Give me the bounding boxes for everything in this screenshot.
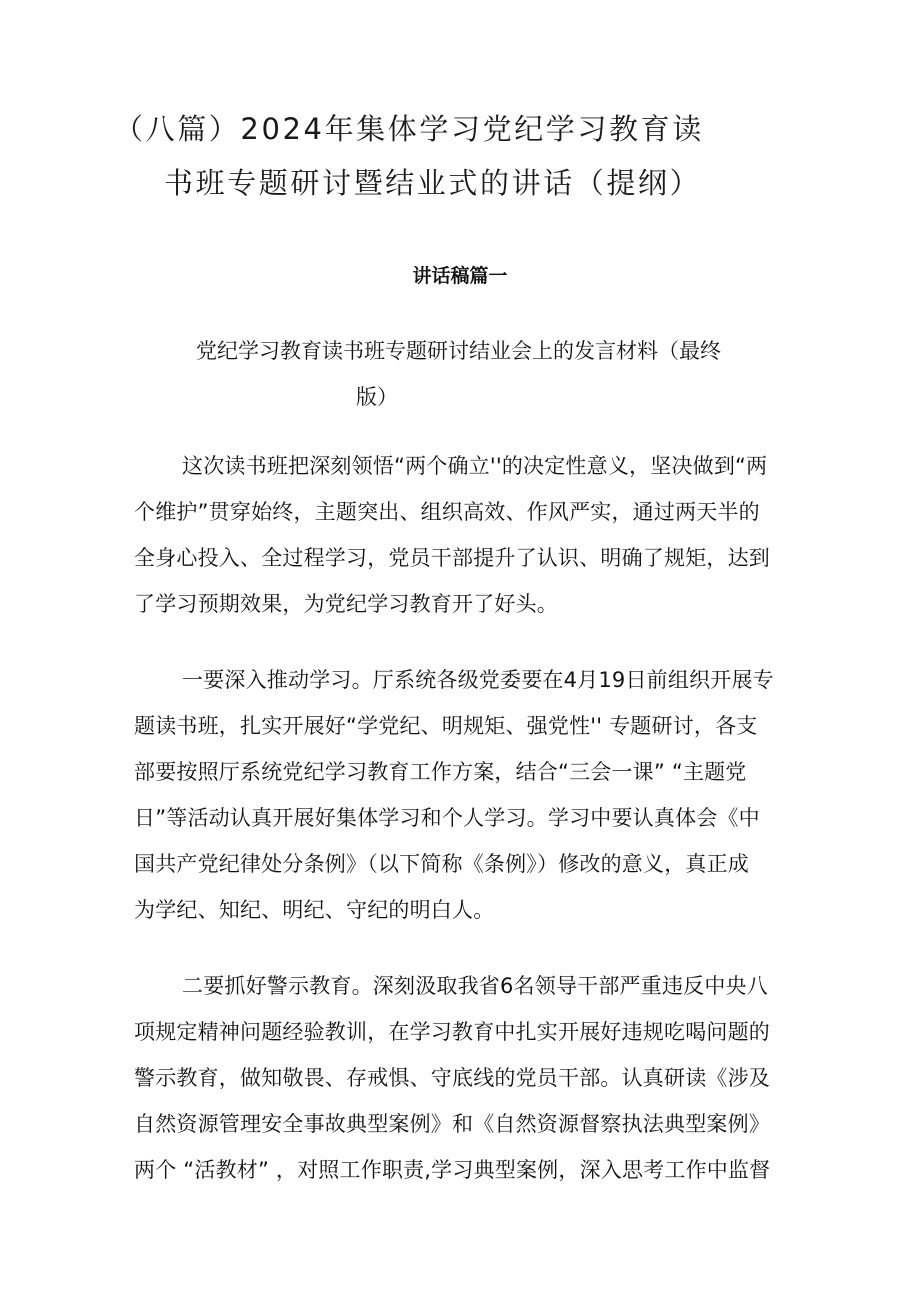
paragraph-line: 部要按照厅系统党纪学习教育工作方案，结合“三会一课” “主题党	[134, 760, 747, 784]
document-title-line: 书班专题研讨暨结业式的讲话（提纲）	[164, 166, 702, 200]
paragraph-line: 这次读书班把深刻领悟“两个确立''的决定性意义，坚决做到“两	[182, 454, 768, 478]
paragraph-line: 全身心投入、全过程学习，党员干部提升了认识、明确了规矩，达到	[134, 546, 770, 570]
document-title-line: （八篇）2024年集体学习党纪学习教育读	[114, 112, 704, 146]
section-heading: 讲话稿篇一	[412, 265, 508, 287]
paragraph-intro	[134, 443, 794, 627]
paragraph-line: 日”等活动认真开展好集体学习和个人学习。学习中要认真体会《中	[134, 806, 760, 830]
paragraph-line: 一要深入推动学习。厅系统各级党委要在4月19日前组织开展专	[182, 668, 774, 692]
paragraph-line: 二要抓好警示教育。深刻汲取我省6名领导干部严重违反中央八	[182, 974, 768, 998]
paragraph-line: 个维护”贯穿始终，主题突出、组织高效、作风严实，通过两天半的	[134, 500, 760, 524]
paragraph-line: 两个 “活教材” ，对照工作职责,学习典型案例，深入思考工作中监督	[134, 1158, 771, 1182]
paragraph-line: 项规定精神问题经验教训，在学习教育中扎实开展好违规吃喝问题的	[134, 1020, 770, 1044]
paragraph-line: 了学习预期效果，为党纪学习教育开了好头。	[134, 592, 558, 616]
paragraph-study	[134, 657, 794, 933]
paragraph-line: 警示教育，做知敬畏、存戒惧、守底线的党员干部。认真研读《涉及	[134, 1066, 770, 1090]
paragraph-line: 为学纪、知纪、明纪、守纪的明白人。	[134, 898, 495, 922]
paragraph-line: 国共产党纪律处分条例》（以下简称《条例》）修改的意义，真正成	[134, 852, 749, 876]
speech-title-line: 版）	[356, 385, 398, 409]
paragraph-line: 题读书班，扎实开展好“学党纪、明规矩、强党性'' 专题研讨，各支	[134, 714, 758, 738]
speech-title	[196, 328, 796, 420]
paragraph-line: 自然资源管理安全事故典型案例》和《自然资源督察执法典型案例》	[134, 1112, 770, 1136]
document-title	[100, 102, 800, 210]
speech-title-line: 党纪学习教育读书班专题研讨结业会上的发言材料（最终	[196, 339, 721, 363]
paragraph-warning-education	[134, 963, 794, 1193]
